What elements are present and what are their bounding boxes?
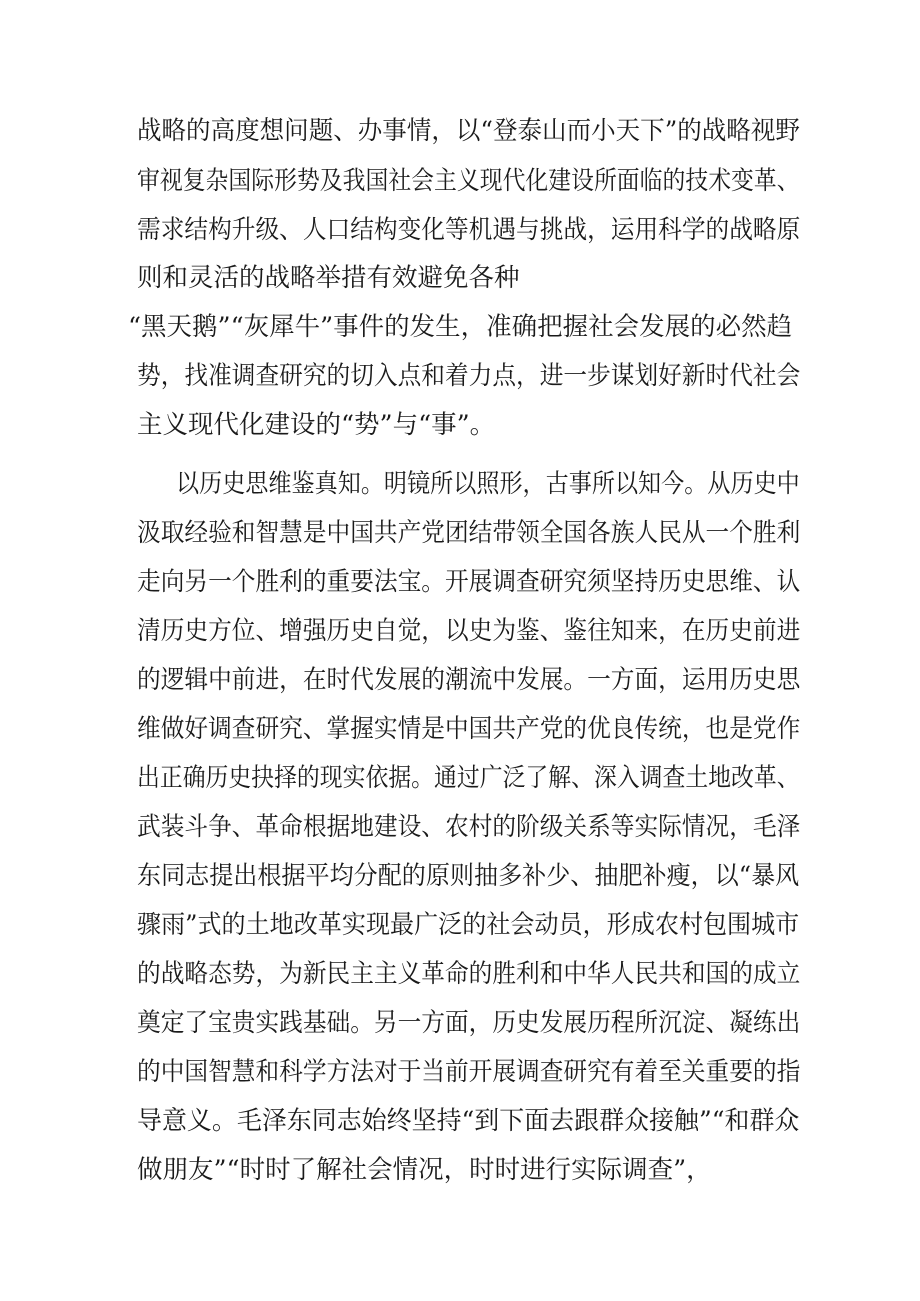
text-line-content: 审视复杂国际形势及我国社会主义现代化建设所面临的技术变革、: [137, 166, 800, 196]
text-line-content: 奠定了宝贵实践基础。另一方面，历史发展历程所沉淀、凝练出: [137, 1008, 801, 1038]
text-line-content: 以历史思维鉴真知。明镜所以照形，古事所以知今。从历史中: [176, 469, 800, 499]
text-line: [0, 401, 920, 449]
text-line: [0, 1097, 920, 1145]
text-line-content: 导意义。毛泽东同志始终坚持“到下面去跟群众接触”“和群众: [137, 1106, 800, 1136]
text-line: [0, 705, 920, 753]
text-line: [0, 509, 920, 557]
text-line: [0, 950, 920, 998]
paragraph-first-line: [0, 460, 920, 508]
text-line-content: “黑天鹅”“灰犀牛”事件的发生，准确把握社会发展的必然趋: [128, 312, 793, 342]
text-line: [0, 607, 920, 655]
text-line: [0, 303, 920, 351]
text-line: [0, 1146, 920, 1194]
text-line: [0, 803, 920, 851]
text-line: [0, 107, 920, 155]
text-line: [0, 656, 920, 704]
text-line-content: 汲取经验和智慧是中国共产党团结带领全国各族人民从一个胜利: [137, 518, 801, 548]
text-line-content: 出正确历史抉择的现实依据。通过广泛了解、深入调查土地改革、: [137, 763, 800, 793]
text-line: [0, 999, 920, 1047]
text-line: [0, 558, 920, 606]
text-line-content: 武装斗争、革命根据地建设、农村的阶级关系等实际情况，毛泽: [137, 812, 801, 842]
text-line-content: 清历史方位、增强历史自觉，以史为鉴、鉴往知来，在历史前进: [137, 616, 801, 646]
text-line: [0, 157, 920, 205]
text-line-content: 做朋友”“时时了解社会情况，时时进行实际调查”，: [137, 1155, 712, 1185]
text-line-content: 则和灵活的战略举措有效避免各种: [137, 263, 520, 293]
text-line: [0, 1048, 920, 1096]
text-line-content: 需求结构升级、人口结构变化等机遇与挑战，运用科学的战略原: [137, 215, 801, 245]
text-line-content: 的逻辑中前进，在时代发展的潮流中发展。一方面，运用历史思: [137, 665, 801, 695]
text-line: [0, 254, 920, 302]
text-line-content: 战略的高度想问题、办事情，以“登泰山而小天下”的战略视野: [137, 116, 800, 146]
text-line-content: 的战略态势，为新民主主义革命的胜利和中华人民共和国的成立: [137, 959, 801, 989]
text-line-content: 的中国智慧和科学方法对于当前开展调查研究有着至关重要的指: [137, 1057, 801, 1087]
text-line-content: 走向另一个胜利的重要法宝。开展调查研究须坚持历史思维、认: [137, 567, 801, 597]
text-line: [0, 206, 920, 254]
text-line-content: 骤雨”式的土地改革实现最广泛的社会动员，形成农村包围城市: [137, 910, 800, 940]
text-line: [0, 901, 920, 949]
text-line: [0, 852, 920, 900]
text-line: [0, 352, 920, 400]
text-line-content: 东同志提出根据平均分配的原则抽多补少、抽肥补瘦，以“暴风: [137, 861, 800, 891]
text-line-content: 势，找准调查研究的切入点和着力点，进一步谋划好新时代社会: [137, 361, 801, 391]
text-line-content: 主义现代化建设的“势”与“事”。: [137, 410, 496, 440]
text-line: [0, 754, 920, 802]
text-line-content: 维做好调查研究、掌握实情是中国共产党的优良传统，也是党作: [137, 714, 801, 744]
